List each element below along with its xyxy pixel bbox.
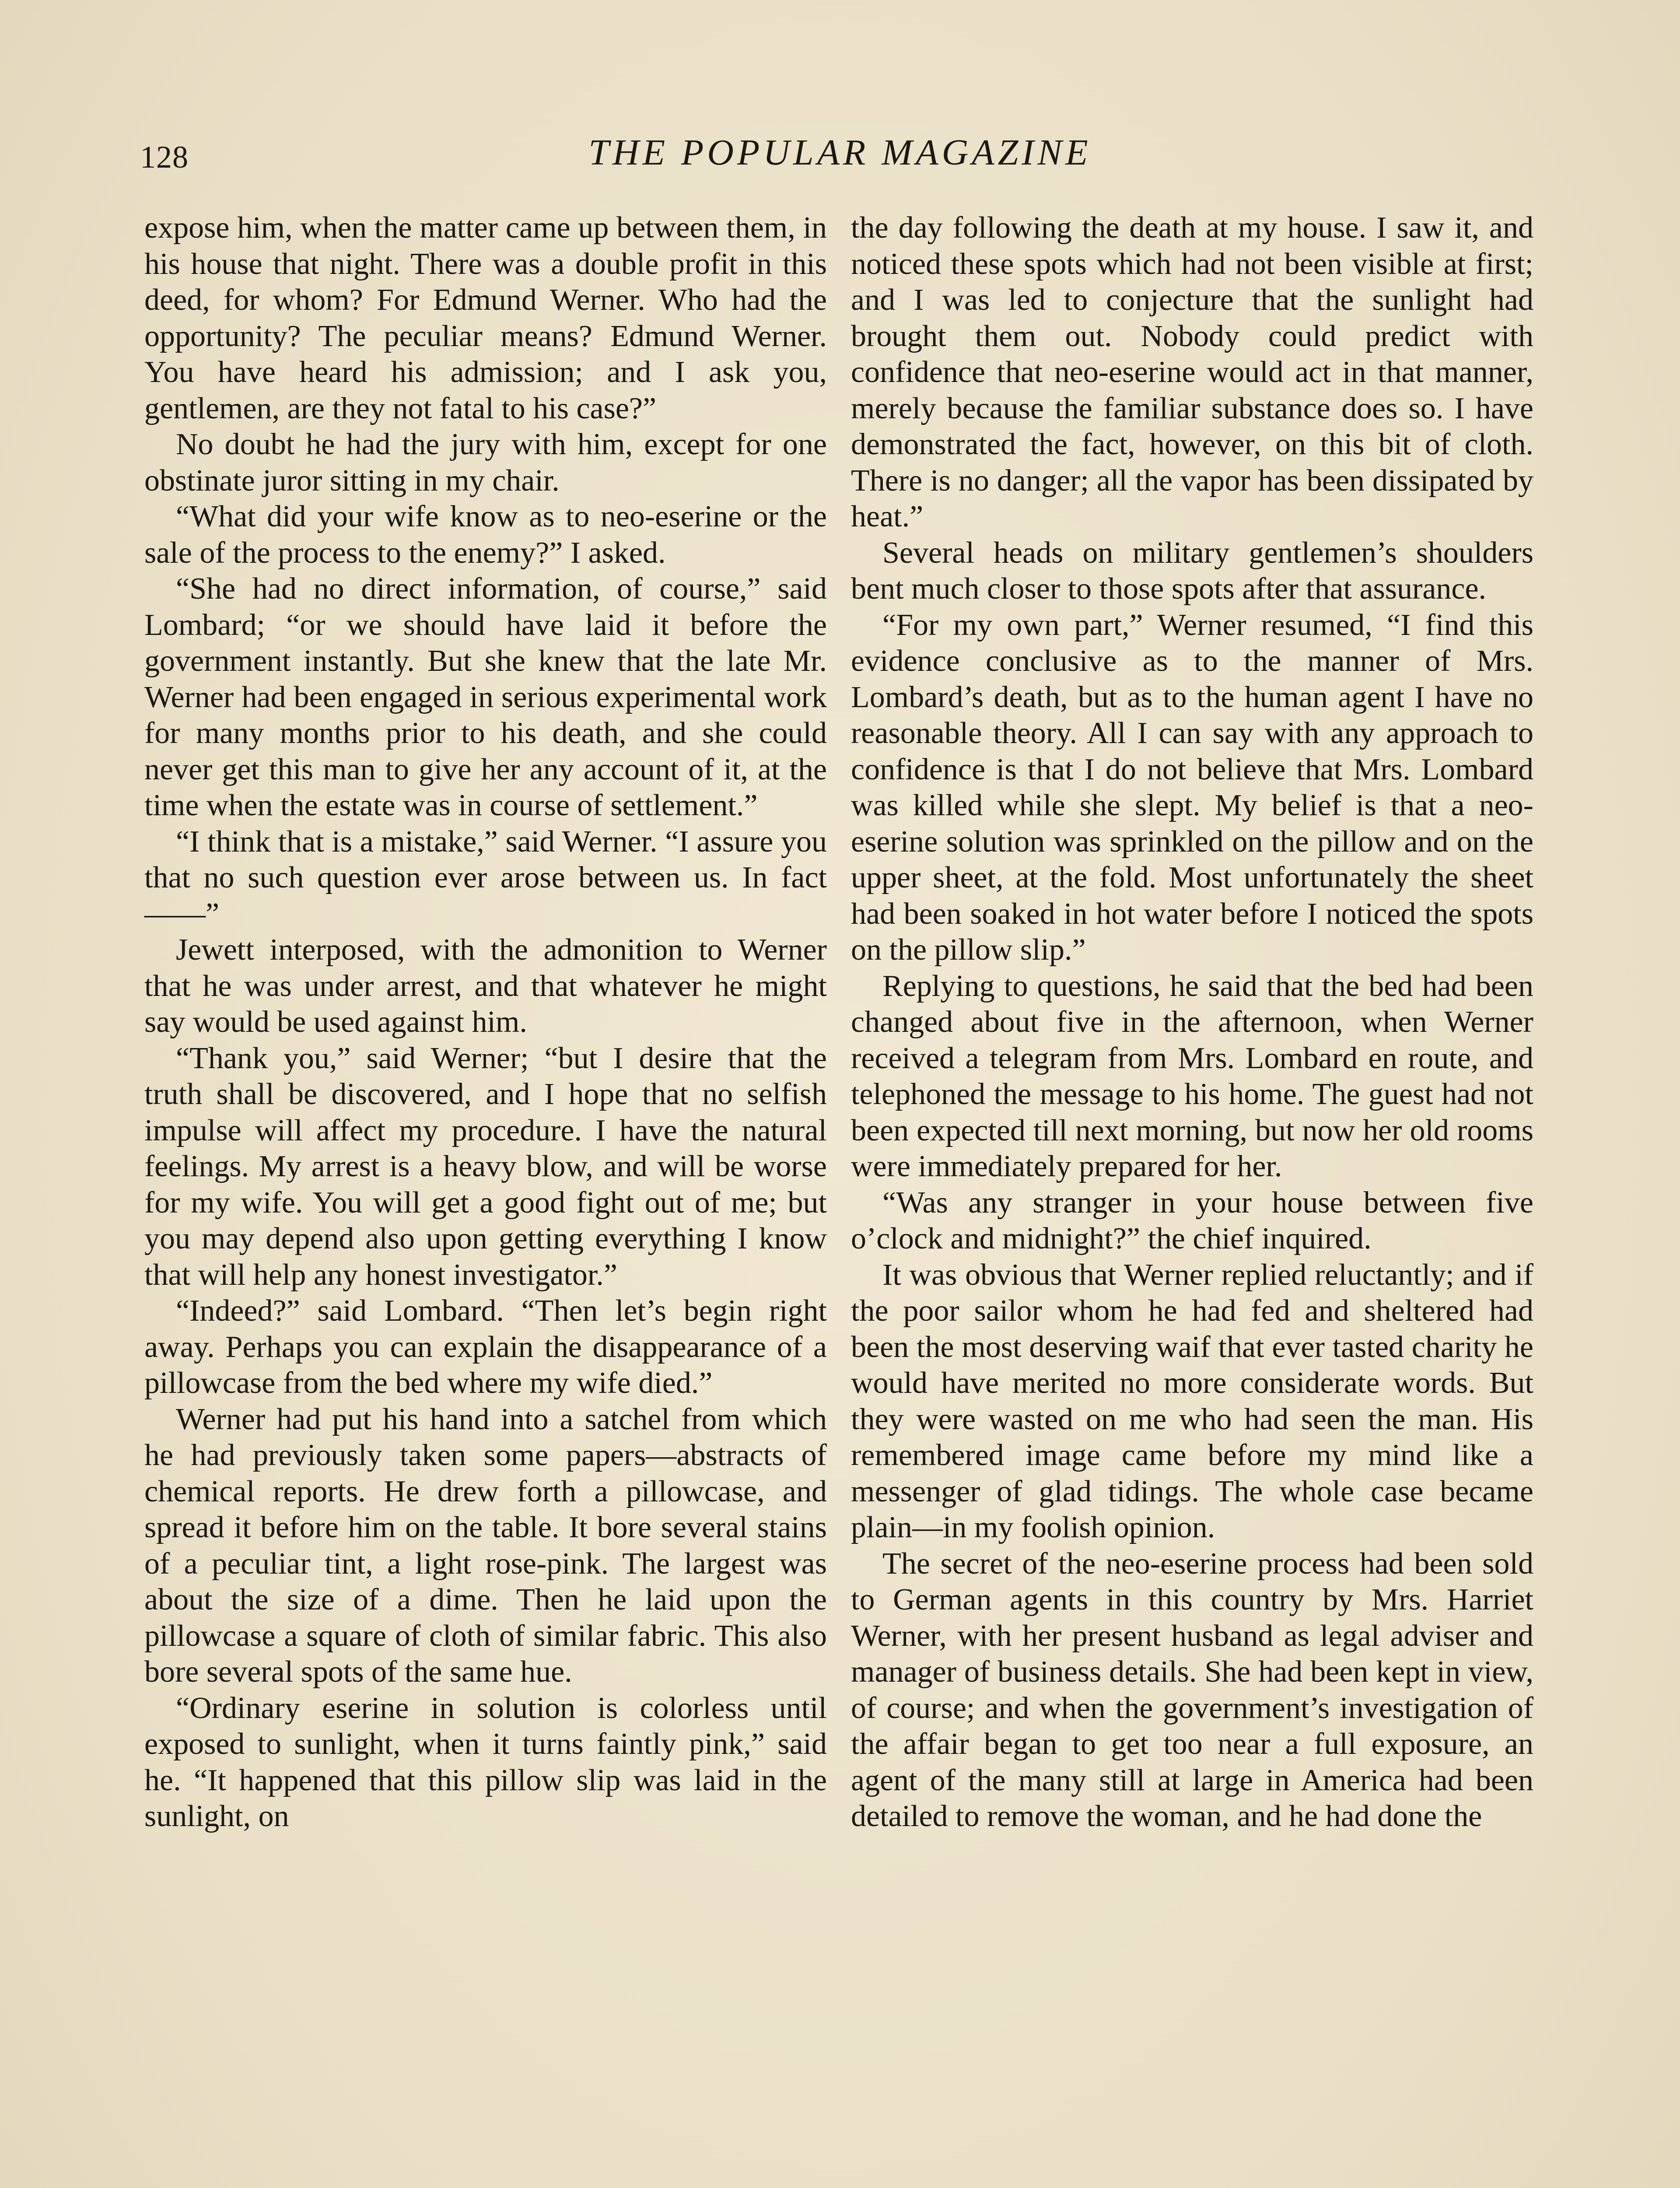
paragraph: “For my own part,” Werner resumed, “I find this evidence conclusive as to the manner of Mrs. Lombard’s death, but as to the human agent I have no reasonable theory. All I can say with any approach to confidence is that I do not believe that Mrs. Lombard was killed while she slept. My belief is that a neo-eserine solution was sprinkled on the pillow and on the upper sheet, at the fold. Most unfortunately the sheet had been soaked in hot water before I noticed the spots on the pillow slip.” xyxy=(851,608,1533,967)
page-header xyxy=(140,131,1540,184)
paragraph: “Indeed?” said Lombard. “Then let’s begin right away. Perhaps you can explain the disappearance of a pillowcase from the bed where my wife died.” xyxy=(144,1294,827,1400)
paragraph: Several heads on military gentlemen’s shoulders bent much closer to those spots after that assurance. xyxy=(851,536,1533,606)
paragraph: “What did your wife know as to neo-eserine or the sale of the process to the enemy?” I asked. xyxy=(144,500,827,570)
paragraph: The secret of the neo-eserine process had been sold to German agents in this country by Mrs. Harriet Werner, with her present husband as legal adviser and manager of business details. She had been kept in view, of course; and when the government’s investigation of the affair began to get too near a full exposure, an agent of the many still at large in America had been detailed to remove the woman, and he had done the xyxy=(851,1546,1533,1833)
paragraph: No doubt he had the jury with him, except for one obstinate juror sitting in my chair. xyxy=(144,428,827,498)
paragraph: “Thank you,” said Werner; “but I desire that the truth shall be discovered, and I hope that no selfish impulse will affect my procedure. I have the natural feelings. My arrest is a heavy blow, and will be worse for my wife. You will get a good fight out of me; but you may depend also upon getting everything I know that will help any honest investigator.” xyxy=(144,1041,827,1292)
left-column xyxy=(144,210,827,1835)
paragraph: Replying to questions, he said that the bed had been changed about five in the afternoon, when Werner received a telegram from Mrs. Lombard en route, and telephoned the message to his home. The guest had not been expected till next morning, but now her old rooms were immediately prepared for her. xyxy=(851,969,1533,1183)
paragraph: It was obvious that Werner replied reluctantly; and if the poor sailor whom he had fed and sheltered had been the most deserving waif that ever tasted charity he would have merited no more considerate words. But they were wasted on me who had seen the man. His remembered image came before my mind like a messenger of glad tidings. The whole case became plain—in my foolish opinion. xyxy=(851,1258,1533,1544)
paragraph: “I think that is a mistake,” said Werner. “I assure you that no such question ever arose between us. In fact——” xyxy=(144,824,827,931)
paragraph: Werner had put his hand into a satchel from which he had previously taken some papers—abstracts of chemical reports. He drew forth a pillowcase, and spread it before him on the table. It bore several stains of a peculiar tint, a light rose-pink. The largest was about the size of a dime. Then he laid upon the pillowcase a square of cloth of similar fabric. This also bore several spots of the same hue. xyxy=(144,1402,827,1689)
running-title: THE POPULAR MAGAZINE xyxy=(588,132,1092,173)
paragraph: Jewett interposed, with the admonition to Werner that he was under arrest, and that whatever he might say would be used against him. xyxy=(144,933,827,1039)
paragraph: the day following the death at my house. I saw it, and noticed these spots which had not been visible at first; and I was led to conjecture that the sunlight had brought them out. Nobody could predict with confidence that neo-eserine would act in that manner, merely because the familiar substance does so. I have demonstrated the fact, however, on this bit of cloth. There is no danger; all the vapor has been dissipated by heat.” xyxy=(851,211,1533,533)
paragraph: “Was any stranger in your house between five o’clock and midnight?” the chief inquired. xyxy=(851,1185,1533,1255)
paragraph: “She had no direct information, of course,” said Lombard; “or we should have laid it before the government instantly. But she knew that the late Mr. Werner had been engaged in serious experimental work for many months prior to his death, and she could never get this man to give her any account of it, at the time when the estate was in course of settlement.” xyxy=(144,572,827,822)
paragraph: “Ordinary eserine in solution is colorless until exposed to sunlight, when it turns faintly pink,” said he. “It happened that this pillow slip was laid in the sunlight, on xyxy=(144,1691,827,1833)
page-number: 128 xyxy=(140,140,189,175)
paragraph: expose him, when the matter came up between them, in his house that night. There was a double profit in this deed, for whom? For Edmund Werner. Who had the opportunity? The peculiar means? Edmund Werner. You have heard his admission; and I ask you, gentlemen, are they not fatal to his case?” xyxy=(144,211,827,425)
right-column xyxy=(851,210,1533,1835)
